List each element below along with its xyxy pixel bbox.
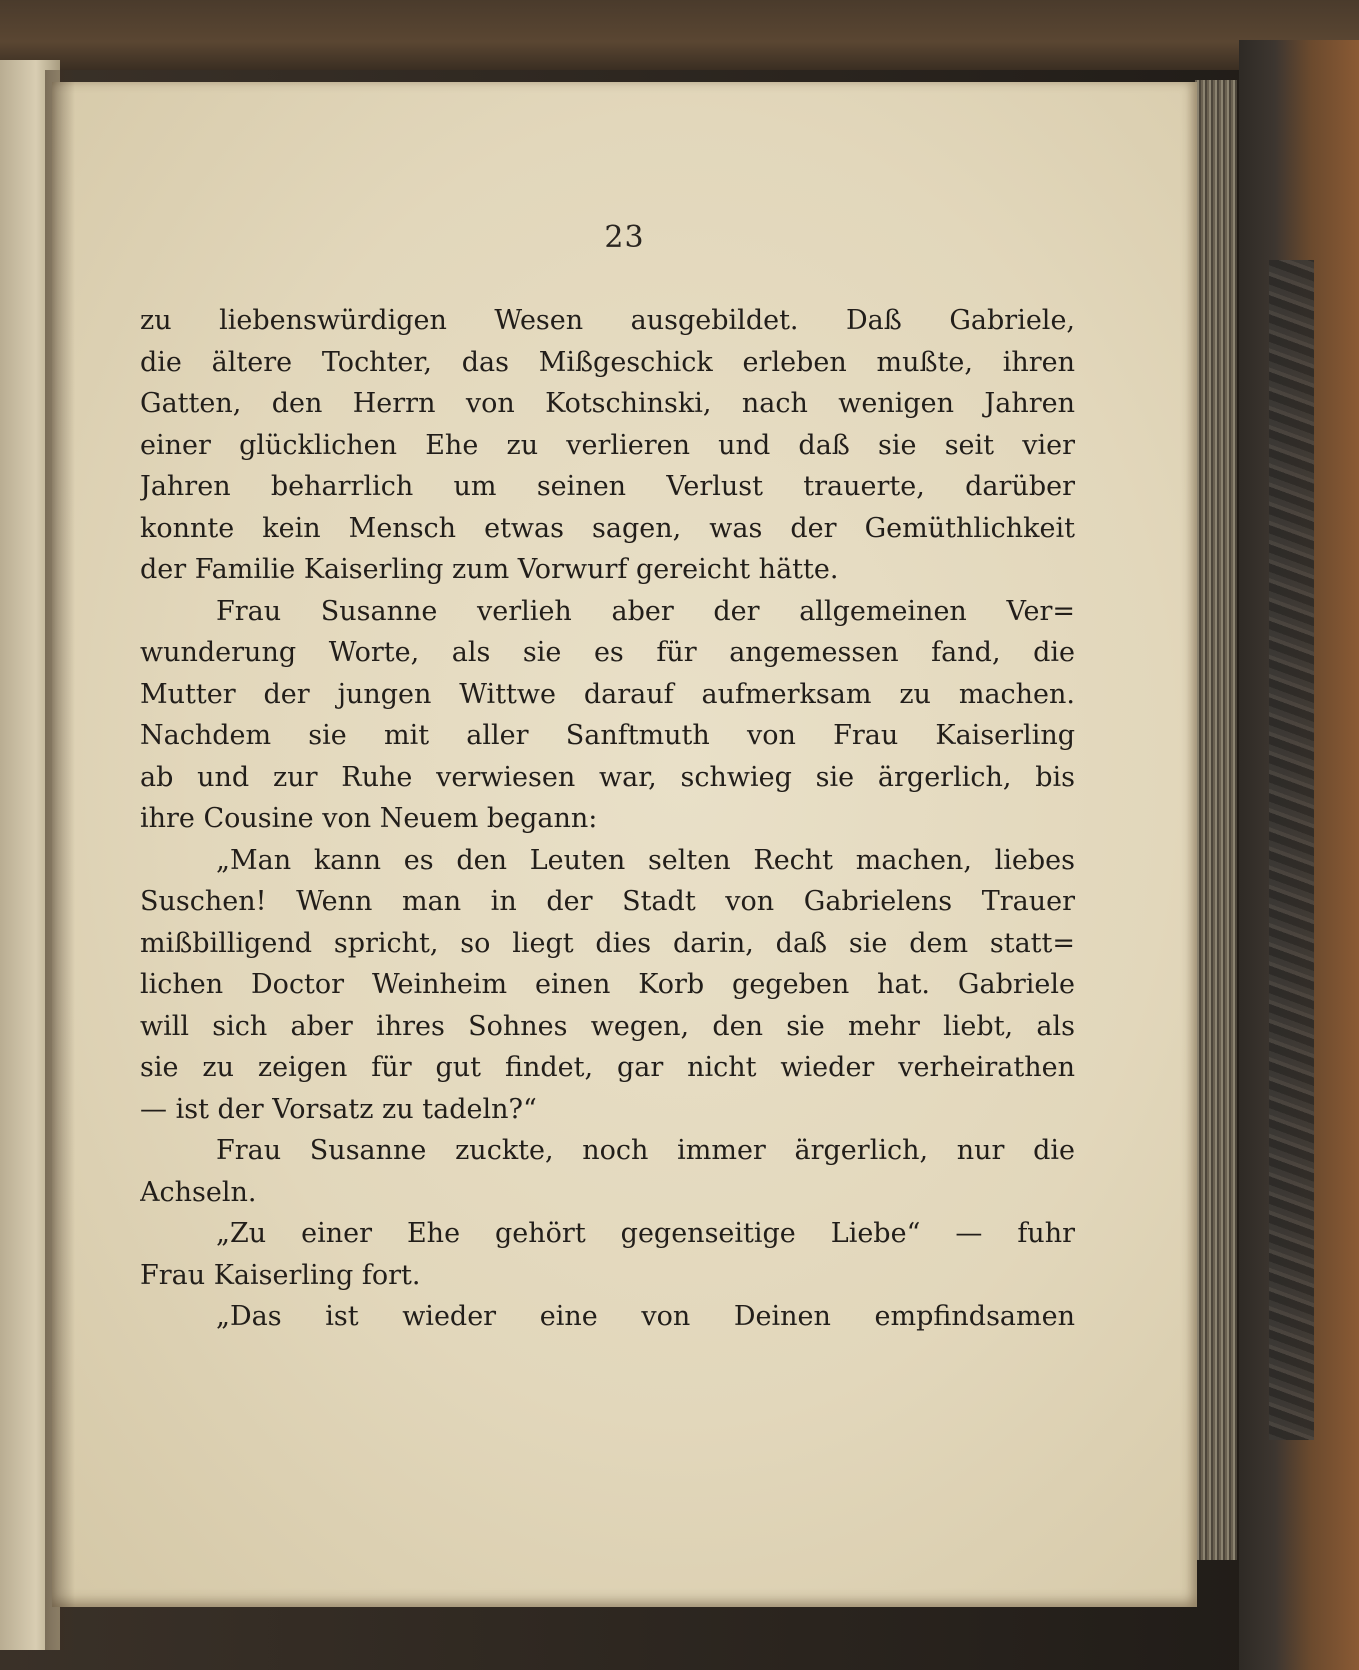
text-line: will sich aber ihres Sohnes wegen, den sie mehr liebt, als <box>140 1010 1075 1042</box>
text-line: Gatten, den Herrn von Kotschinski, nach wenigen Jahren <box>140 388 1075 419</box>
text-line: Mutter der jungen Wittwe darauf aufmerksam zu machen. <box>140 678 1075 710</box>
book-cover-top <box>0 0 1359 70</box>
text-line: Suschen! Wenn man in der Stadt von Gabrielens Trauer <box>140 886 1075 917</box>
text-line: Frau Susanne verlieh aber der allgemeinen Ver= <box>216 595 1075 627</box>
text-line: Achseln. <box>140 1176 257 1208</box>
text-line: lichen Doctor Weinheim einen Korb gegeben hat. Gabriele <box>140 969 1075 1000</box>
page-number: 23 <box>604 220 645 255</box>
text-line: sie zu zeigen für gut findet, gar nicht wieder verheirathen <box>140 1052 1075 1083</box>
text-line: einer glücklichen Ehe zu verlieren und daß sie seit vier <box>140 429 1075 461</box>
text-line: die ältere Tochter, das Mißgeschick erleben mußte, ihren <box>140 346 1075 378</box>
text-line: ab und zur Ruhe verwiesen war, schwieg sie ärgerlich, bis <box>140 761 1075 793</box>
text-line: wunderung Worte, als sie es für angemessen fand, die <box>140 637 1075 668</box>
text-line: konnte kein Mensch etwas sagen, was der Gemüthlichkeit <box>140 512 1075 544</box>
text-line: „Man kann es den Leuten selten Recht machen, liebes <box>216 844 1075 876</box>
book-gutter <box>45 70 75 1650</box>
text-line: zu liebenswürdigen Wesen ausgebildet. Daß Gabriele, <box>140 305 1075 336</box>
book-page <box>52 82 1197 1607</box>
text-line: ihre Cousine von Neuem begann: <box>140 803 598 834</box>
text-line: „Das ist wieder eine von Deinen empfindsamen <box>216 1301 1075 1332</box>
page-text <box>140 300 1075 1338</box>
text-line: Jahren beharrlich um seinen Verlust trauerte, darüber <box>140 471 1075 502</box>
marbled-board <box>1269 260 1314 1440</box>
text-line: „Zu einer Ehe gehört gegenseitige Liebe“ — fuhr <box>216 1218 1075 1249</box>
text-line: Frau Susanne zuckte, noch immer ärgerlich, nur die <box>216 1135 1075 1166</box>
book-cover-right <box>1239 40 1359 1670</box>
text-line: Frau Kaiserling fort. <box>140 1259 421 1291</box>
text-line: der Familie Kaiserling zum Vorwurf gereicht hätte. <box>140 554 839 585</box>
text-line: — ist der Vorsatz zu tadeln?“ <box>140 1093 537 1125</box>
text-line: mißbilligend spricht, so liegt dies darin, daß sie dem statt= <box>140 927 1075 959</box>
page-edges <box>1195 80 1237 1560</box>
text-line: Nachdem sie mit aller Sanftmuth von Frau Kaiserling <box>140 720 1075 751</box>
